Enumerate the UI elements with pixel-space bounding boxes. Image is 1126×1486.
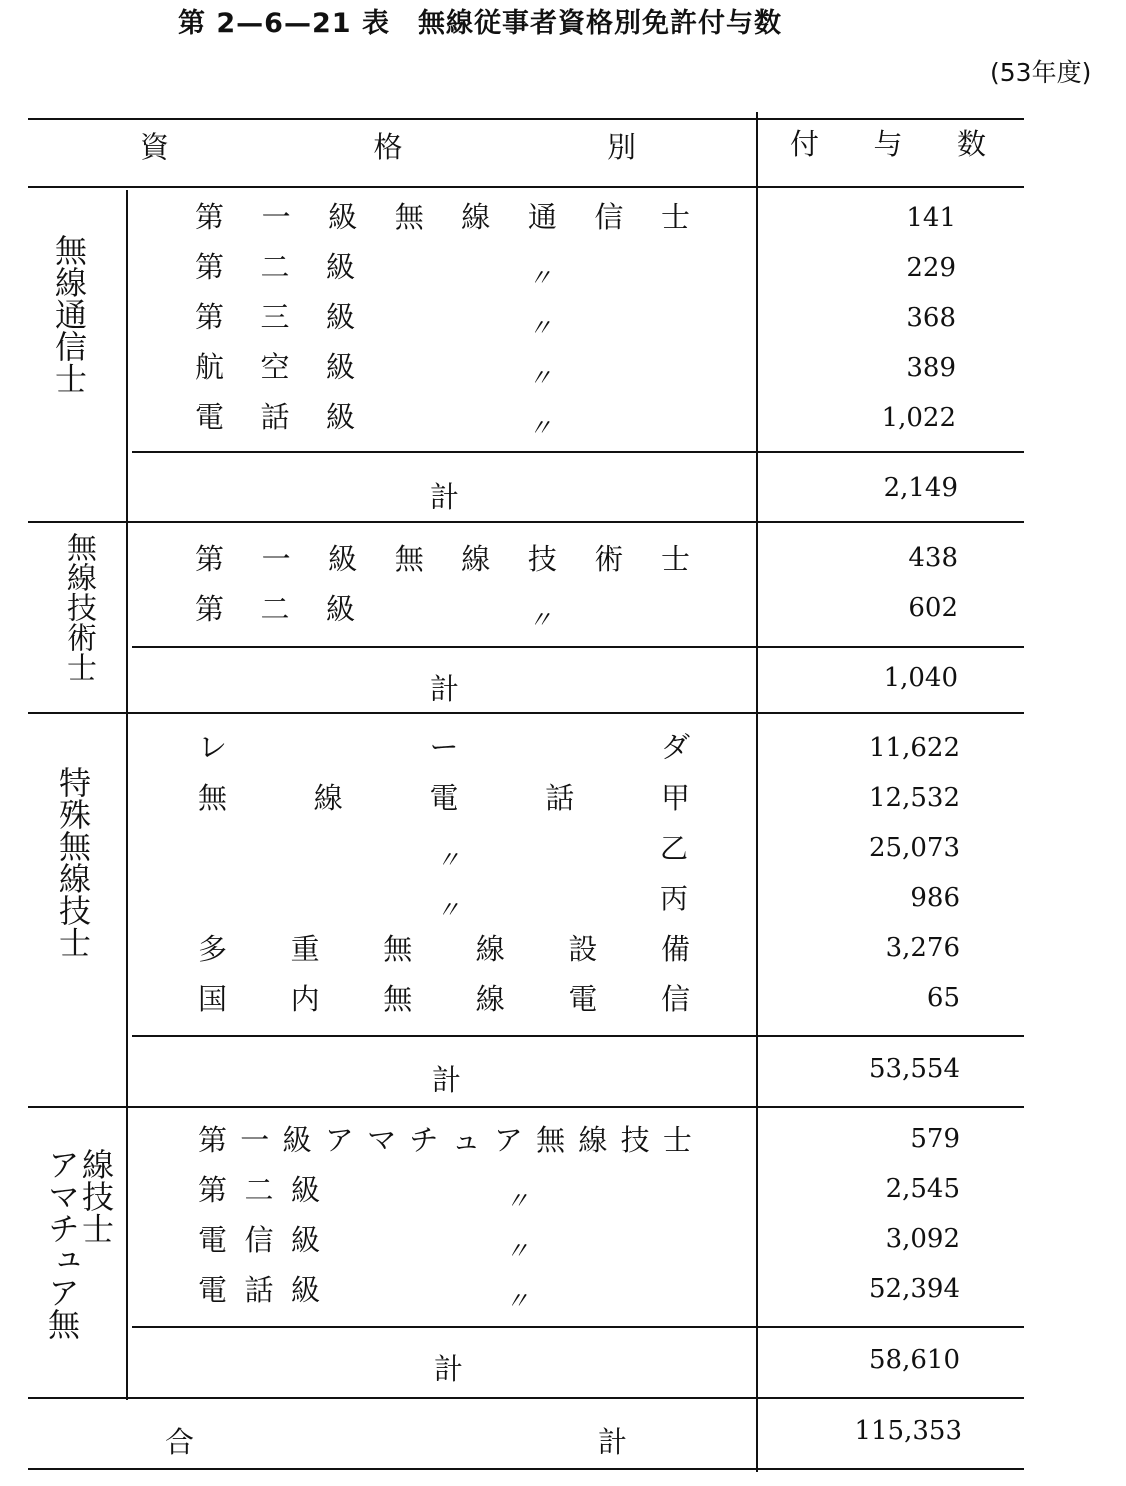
section-border-2 xyxy=(28,712,1024,714)
ditto-mark: 〃 xyxy=(528,364,552,392)
subtotal-label: 計 xyxy=(430,672,460,706)
category-radio-engineer: 無線技術士 xyxy=(61,532,96,682)
row-value: 65 xyxy=(926,983,960,1013)
bottom-border xyxy=(28,1468,1024,1470)
section-border-3 xyxy=(28,1106,1024,1108)
subtotal-label: 計 xyxy=(434,1352,464,1386)
table-row: 航 空 級 xyxy=(195,350,355,384)
category-amateur-col1: アマチュア無 xyxy=(43,1148,81,1340)
count-header: 付 与 数 xyxy=(790,127,986,161)
subtotal-value: 58,610 xyxy=(869,1345,960,1375)
fiscal-year-note: (53年度) xyxy=(990,58,1092,87)
section-border-1 xyxy=(28,521,1024,523)
ditto-mark: 〃 xyxy=(528,606,552,634)
category-amateur-col2: 線技士 xyxy=(77,1148,115,1244)
ditto-mark: 〃 xyxy=(505,1187,529,1215)
subtotal-label: 計 xyxy=(432,1063,462,1097)
grand-total-label-left: 合 xyxy=(165,1425,195,1459)
table-row: 国 内 無 線 電 信 xyxy=(198,982,690,1016)
table-row: 電 信 級 xyxy=(198,1223,320,1257)
subtotal-value: 53,554 xyxy=(869,1054,960,1084)
category-special-radio: 特殊無線技士 xyxy=(54,766,92,958)
ditto-mark: 〃 xyxy=(505,1237,529,1265)
ditto-mark: 〃 xyxy=(528,314,552,342)
row-value: 438 xyxy=(908,543,958,573)
grand-total-label-right: 計 xyxy=(598,1425,628,1459)
table-row: 多 重 無 線 設 備 xyxy=(198,932,690,966)
ditto-mark: 〃 xyxy=(436,896,460,924)
table-row: 丙 xyxy=(660,882,689,915)
table-row: 第 一 級 無 線 通 信 士 xyxy=(195,200,690,234)
row-value: 12,532 xyxy=(869,783,960,813)
category-column-divider xyxy=(126,190,128,1400)
table-row: 第 二 級 xyxy=(195,592,355,626)
subtotal-label: 計 xyxy=(430,480,460,514)
row-value: 3,276 xyxy=(885,933,960,963)
table-row: 乙 xyxy=(660,832,689,865)
table-row: 第 三 級 xyxy=(195,300,355,334)
grand-total-value: 115,353 xyxy=(854,1416,962,1446)
row-value: 579 xyxy=(910,1124,960,1154)
table-row: 第 二 級 xyxy=(198,1173,320,1207)
table-row: 電 話 級 xyxy=(198,1273,320,1307)
table-row: 第 一 級 ア マ チ ュ ア 無 線 技 士 xyxy=(198,1123,692,1157)
row-value: 368 xyxy=(906,303,956,333)
header-bottom-border xyxy=(28,186,1024,188)
table-row: 無 線 電 話 甲 xyxy=(198,781,690,815)
subtotal-value: 1,040 xyxy=(883,663,958,693)
subtotal-line-4 xyxy=(132,1326,1024,1328)
table-row: レ ー ダ xyxy=(198,730,690,764)
ditto-mark: 〃 xyxy=(528,264,552,292)
row-value: 11,622 xyxy=(869,733,960,763)
row-value: 1,022 xyxy=(881,403,956,433)
row-value: 389 xyxy=(906,353,956,383)
row-value: 3,092 xyxy=(885,1224,960,1254)
row-value: 986 xyxy=(910,883,960,913)
table-row: 第 一 級 無 線 技 術 士 xyxy=(195,542,690,576)
ditto-mark: 〃 xyxy=(528,414,552,442)
qualification-header: 資 格 別 xyxy=(140,130,636,164)
table-row: 電 話 級 xyxy=(195,400,355,434)
subtotal-line-3 xyxy=(132,1035,1024,1037)
row-value: 25,073 xyxy=(869,833,960,863)
row-value: 602 xyxy=(908,593,958,623)
ditto-mark: 〃 xyxy=(436,846,460,874)
table-row: 第 二 級 xyxy=(195,250,355,284)
top-border xyxy=(28,118,1024,120)
subtotal-line-2 xyxy=(132,646,1024,648)
row-value: 52,394 xyxy=(869,1274,960,1304)
row-value: 141 xyxy=(906,203,956,233)
subtotal-line-1 xyxy=(132,451,1024,453)
table-title: 第 2—6—21 表 無線従事者資格別免許付与数 xyxy=(178,8,782,39)
category-radio-operator: 無線通信士 xyxy=(50,234,88,394)
row-value: 2,545 xyxy=(885,1174,960,1204)
grand-total-border xyxy=(28,1397,1024,1399)
value-column-divider xyxy=(756,112,758,1472)
subtotal-value: 2,149 xyxy=(883,473,958,503)
ditto-mark: 〃 xyxy=(505,1287,529,1315)
row-value: 229 xyxy=(906,253,956,283)
